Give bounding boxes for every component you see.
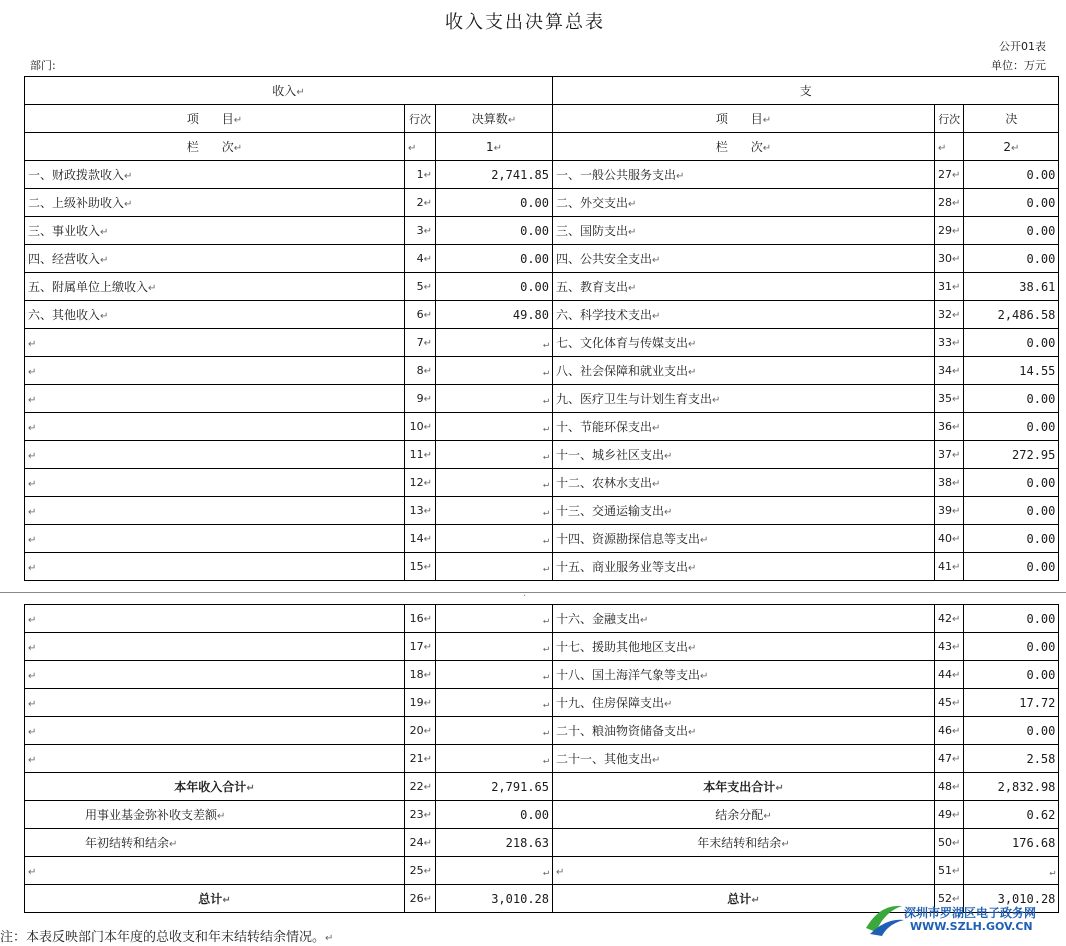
expense-amount-cell: 0.00 <box>964 525 1059 553</box>
expense-rowno-cell: 27↵ <box>935 161 964 189</box>
expense-rowno-cell: 38↵ <box>935 469 964 497</box>
expense-item-cell: 七、文化体育与传媒支出↵ <box>553 329 935 357</box>
table-row <box>25 553 1059 581</box>
expense-item-cell: 总计↵ <box>553 885 935 913</box>
income-rowno-cell: 14↵ <box>405 525 436 553</box>
expense-amount-cell: 0.00 <box>964 717 1059 745</box>
income-item-cell: ↵ <box>25 857 405 885</box>
expense-amount-cell: 3,010.28 <box>964 885 1059 913</box>
expense-amount-cell: 0.00 <box>964 605 1059 633</box>
income-amount-cell: ↵ <box>436 717 553 745</box>
income-item-cell: 三、事业收入↵ <box>25 217 405 245</box>
expense-rowno-cell: 35↵ <box>935 385 964 413</box>
income-item-cell: 六、其他收入↵ <box>25 301 405 329</box>
expense-amount-cell: 14.55 <box>964 357 1059 385</box>
income-item-cell: ↵ <box>25 525 405 553</box>
income-rowno-cell: 11↵ <box>405 441 436 469</box>
income-item-cell: 五、附属单位上缴收入↵ <box>25 273 405 301</box>
expense-item-cell: 十、节能环保支出↵ <box>553 413 935 441</box>
table-row <box>25 605 1059 633</box>
expense-item-cell: 九、医疗卫生与计划生育支出↵ <box>553 385 935 413</box>
income-amount-cell: ↵ <box>436 525 553 553</box>
income-item-cell: ↵ <box>25 745 405 773</box>
expense-item-cell: 二十一、其他支出↵ <box>553 745 935 773</box>
income-item-cell: 总计↵ <box>25 885 405 913</box>
expense-column-label: 栏 次↵ <box>553 133 935 161</box>
income-amount-cell: ↵ <box>436 469 553 497</box>
income-amount-cell: ↵ <box>436 357 553 385</box>
income-item-cell: ↵ <box>25 357 405 385</box>
income-rowno-cell: 6↵ <box>405 301 436 329</box>
income-rowno-cell: 5↵ <box>405 273 436 301</box>
income-item-cell: 一、财政拨款收入↵ <box>25 161 405 189</box>
income-item-cell: ↵ <box>25 469 405 497</box>
income-amount-cell: 0.00 <box>436 273 553 301</box>
income-item-header: 项 目↵ <box>25 105 405 133</box>
expense-rowno-cell: 39↵ <box>935 497 964 525</box>
income-rowno-cell: 21↵ <box>405 745 436 773</box>
header-row-sections <box>25 77 1059 105</box>
table-row <box>25 301 1059 329</box>
expense-rowno-cell: 36↵ <box>935 413 964 441</box>
income-amount-cell: ↵ <box>436 689 553 717</box>
department-label: 部门: <box>30 59 56 72</box>
expense-item-cell: 本年支出合计↵ <box>553 773 935 801</box>
income-amount-cell: ↵ <box>436 745 553 773</box>
income-item-cell: ↵ <box>25 441 405 469</box>
income-amount-cell: ↵ <box>436 661 553 689</box>
expense-rowno-cell: 30↵ <box>935 245 964 273</box>
income-amount-cell: 0.00 <box>436 801 553 829</box>
summary-table-bottom <box>24 604 1059 913</box>
watermark-name: 深圳市罗湖区电子政务网 <box>904 906 1037 920</box>
summary-table-top <box>24 76 1059 581</box>
table-row <box>25 689 1059 717</box>
income-item-cell: 用事业基金弥补收支差额↵ <box>25 801 405 829</box>
income-rowno-cell: 13↵ <box>405 497 436 525</box>
expense-amount-cell: 38.61 <box>964 273 1059 301</box>
table-row <box>25 329 1059 357</box>
expense-rowno-header: 行次 <box>935 105 964 133</box>
expense-rowno-cell: 51↵ <box>935 857 964 885</box>
page-break-mark: . <box>523 588 527 599</box>
income-rowno-cell: 15↵ <box>405 553 436 581</box>
income-amount-cell: ↵ <box>436 497 553 525</box>
expense-item-cell: 结余分配↵ <box>553 801 935 829</box>
expense-item-cell: ↵ <box>553 857 935 885</box>
table-row <box>25 633 1059 661</box>
income-item-cell: ↵ <box>25 605 405 633</box>
page-break-line <box>0 592 1066 593</box>
expense-item-cell: 年末结转和结余↵ <box>553 829 935 857</box>
expense-amount-cell: 0.00 <box>964 413 1059 441</box>
form-number: 公开01表 <box>999 40 1046 53</box>
expense-rowno-cell: 32↵ <box>935 301 964 329</box>
income-column-label: 栏 次↵ <box>25 133 405 161</box>
expense-amount-cell: ↵ <box>964 857 1059 885</box>
expense-rowno-cell: 41↵ <box>935 553 964 581</box>
expense-amount-cell: 0.00 <box>964 661 1059 689</box>
expense-item-cell: 八、社会保障和就业支出↵ <box>553 357 935 385</box>
expense-rowno-cell: 37↵ <box>935 441 964 469</box>
income-rowno-cell: 24↵ <box>405 829 436 857</box>
income-rowno-cell: 4↵ <box>405 245 436 273</box>
expense-amount-cell: 0.00 <box>964 497 1059 525</box>
income-amount-cell: ↵ <box>436 385 553 413</box>
expense-item-cell: 十四、资源勘探信息等支出↵ <box>553 525 935 553</box>
income-rowno-cell: 22↵ <box>405 773 436 801</box>
income-amount-cell: ↵ <box>436 633 553 661</box>
expense-item-cell: 一、一般公共服务支出↵ <box>553 161 935 189</box>
table-row <box>25 497 1059 525</box>
expense-column-number: 2↵ <box>964 133 1059 161</box>
header-row-columns <box>25 105 1059 133</box>
table-row <box>25 661 1059 689</box>
income-item-cell: 年初结转和结余↵ <box>25 829 405 857</box>
swoosh-logo-icon <box>862 898 906 938</box>
expense-item-cell: 十三、交通运输支出↵ <box>553 497 935 525</box>
income-item-cell: 二、上级补助收入↵ <box>25 189 405 217</box>
table-row <box>25 385 1059 413</box>
expense-rowno-cell: 40↵ <box>935 525 964 553</box>
income-column-rowno-cell: ↵ <box>405 133 436 161</box>
income-rowno-header: 行次 <box>405 105 436 133</box>
expense-item-cell: 十二、农林水支出↵ <box>553 469 935 497</box>
table-row <box>25 773 1059 801</box>
income-amount-cell: ↵ <box>436 441 553 469</box>
expense-item-cell: 十一、城乡社区支出↵ <box>553 441 935 469</box>
table-row <box>25 745 1059 773</box>
income-amount-cell: 0.00 <box>436 245 553 273</box>
income-rowno-cell: 2↵ <box>405 189 436 217</box>
header-row-column-numbers <box>25 133 1059 161</box>
income-item-cell: ↵ <box>25 329 405 357</box>
table-row <box>25 273 1059 301</box>
expense-amount-cell: 0.00 <box>964 189 1059 217</box>
income-item-cell: 四、经营收入↵ <box>25 245 405 273</box>
expense-amount-header: 决 <box>964 105 1059 133</box>
expense-rowno-cell: 31↵ <box>935 273 964 301</box>
income-item-cell: ↵ <box>25 553 405 581</box>
table-row <box>25 357 1059 385</box>
income-item-cell: ↵ <box>25 717 405 745</box>
income-amount-cell: 0.00 <box>436 217 553 245</box>
income-amount-cell: 2,791.65 <box>436 773 553 801</box>
income-item-cell: ↵ <box>25 633 405 661</box>
income-rowno-cell: 23↵ <box>405 801 436 829</box>
table-row <box>25 717 1059 745</box>
expense-amount-cell: 0.00 <box>964 161 1059 189</box>
income-rowno-cell: 12↵ <box>405 469 436 497</box>
income-rowno-cell: 10↵ <box>405 413 436 441</box>
expense-rowno-cell: 33↵ <box>935 329 964 357</box>
income-amount-cell: ↵ <box>436 553 553 581</box>
income-rowno-cell: 19↵ <box>405 689 436 717</box>
table-row <box>25 801 1059 829</box>
expense-item-cell: 四、公共安全支出↵ <box>553 245 935 273</box>
table-row <box>25 413 1059 441</box>
income-amount-cell: ↵ <box>436 329 553 357</box>
unit-label: 单位：万元 <box>991 59 1046 72</box>
table-row <box>25 161 1059 189</box>
expense-rowno-cell: 29↵ <box>935 217 964 245</box>
expense-rowno-cell: 45↵ <box>935 689 964 717</box>
table-row <box>25 829 1059 857</box>
expense-item-cell: 三、国防支出↵ <box>553 217 935 245</box>
income-rowno-cell: 20↵ <box>405 717 436 745</box>
expense-item-cell: 十八、国土海洋气象等支出↵ <box>553 661 935 689</box>
income-section-header: 收入↵ <box>25 77 553 105</box>
expense-amount-cell: 0.00 <box>964 633 1059 661</box>
expense-amount-cell: 0.00 <box>964 469 1059 497</box>
expense-amount-cell: 0.00 <box>964 329 1059 357</box>
table-row <box>25 469 1059 497</box>
income-amount-cell: 218.63 <box>436 829 553 857</box>
income-amount-header: 决算数↵ <box>436 105 553 133</box>
expense-rowno-cell: 42↵ <box>935 605 964 633</box>
page-title: 收入支出决算总表 <box>445 12 605 33</box>
expense-column-rowno-cell: ↵ <box>935 133 964 161</box>
income-amount-cell: 49.80 <box>436 301 553 329</box>
income-rowno-cell: 16↵ <box>405 605 436 633</box>
table-row <box>25 217 1059 245</box>
expense-rowno-cell: 48↵ <box>935 773 964 801</box>
expense-amount-cell: 0.00 <box>964 385 1059 413</box>
income-amount-cell: ↵ <box>436 857 553 885</box>
footnote: 注：本表反映部门本年度的总收支和年末结转结余情况。↵ <box>0 930 334 945</box>
expense-rowno-cell: 34↵ <box>935 357 964 385</box>
table-row <box>25 857 1059 885</box>
expense-item-cell: 十六、金融支出↵ <box>553 605 935 633</box>
expense-rowno-cell: 43↵ <box>935 633 964 661</box>
watermark-logo <box>862 898 1066 938</box>
income-rowno-cell: 8↵ <box>405 357 436 385</box>
expense-amount-cell: 176.68 <box>964 829 1059 857</box>
expense-item-cell: 六、科学技术支出↵ <box>553 301 935 329</box>
income-rowno-cell: 25↵ <box>405 857 436 885</box>
income-column-number: 1↵ <box>436 133 553 161</box>
expense-amount-cell: 0.00 <box>964 245 1059 273</box>
watermark-url: WWW.SZLH.GOV.CN <box>910 920 1033 933</box>
expense-amount-cell: 2.58 <box>964 745 1059 773</box>
income-item-cell: 本年收入合计↵ <box>25 773 405 801</box>
income-rowno-cell: 3↵ <box>405 217 436 245</box>
income-rowno-cell: 1↵ <box>405 161 436 189</box>
expense-item-cell: 二十、粮油物资储备支出↵ <box>553 717 935 745</box>
income-rowno-cell: 7↵ <box>405 329 436 357</box>
income-item-cell: ↵ <box>25 413 405 441</box>
expense-amount-cell: 0.62 <box>964 801 1059 829</box>
income-rowno-cell: 17↵ <box>405 633 436 661</box>
expense-rowno-cell: 49↵ <box>935 801 964 829</box>
expense-item-cell: 十五、商业服务业等支出↵ <box>553 553 935 581</box>
table-row <box>25 245 1059 273</box>
expense-amount-cell: 17.72 <box>964 689 1059 717</box>
income-amount-cell: 2,741.85 <box>436 161 553 189</box>
income-amount-cell: 3,010.28 <box>436 885 553 913</box>
expense-item-cell: 二、外交支出↵ <box>553 189 935 217</box>
expense-amount-cell: 2,486.58 <box>964 301 1059 329</box>
income-amount-cell: ↵ <box>436 413 553 441</box>
income-rowno-cell: 9↵ <box>405 385 436 413</box>
expense-section-header: 支 <box>553 77 1059 105</box>
expense-amount-cell: 272.95 <box>964 441 1059 469</box>
table-row <box>25 525 1059 553</box>
expense-rowno-cell: 47↵ <box>935 745 964 773</box>
income-rowno-cell: 26↵ <box>405 885 436 913</box>
expense-item-cell: 十九、住房保障支出↵ <box>553 689 935 717</box>
expense-rowno-cell: 50↵ <box>935 829 964 857</box>
expense-item-cell: 五、教育支出↵ <box>553 273 935 301</box>
expense-rowno-cell: 28↵ <box>935 189 964 217</box>
income-amount-cell: ↵ <box>436 605 553 633</box>
expense-amount-cell: 0.00 <box>964 217 1059 245</box>
table-row <box>25 189 1059 217</box>
expense-item-header: 项 目↵ <box>553 105 935 133</box>
expense-item-cell: 十七、援助其他地区支出↵ <box>553 633 935 661</box>
expense-amount-cell: 2,832.98 <box>964 773 1059 801</box>
income-item-cell: ↵ <box>25 689 405 717</box>
income-item-cell: ↵ <box>25 385 405 413</box>
income-rowno-cell: 18↵ <box>405 661 436 689</box>
expense-rowno-cell: 52↵ <box>935 885 964 913</box>
income-amount-cell: 0.00 <box>436 189 553 217</box>
expense-amount-cell: 0.00 <box>964 553 1059 581</box>
income-item-cell: ↵ <box>25 661 405 689</box>
expense-rowno-cell: 46↵ <box>935 717 964 745</box>
expense-rowno-cell: 44↵ <box>935 661 964 689</box>
income-item-cell: ↵ <box>25 497 405 525</box>
table-row <box>25 441 1059 469</box>
